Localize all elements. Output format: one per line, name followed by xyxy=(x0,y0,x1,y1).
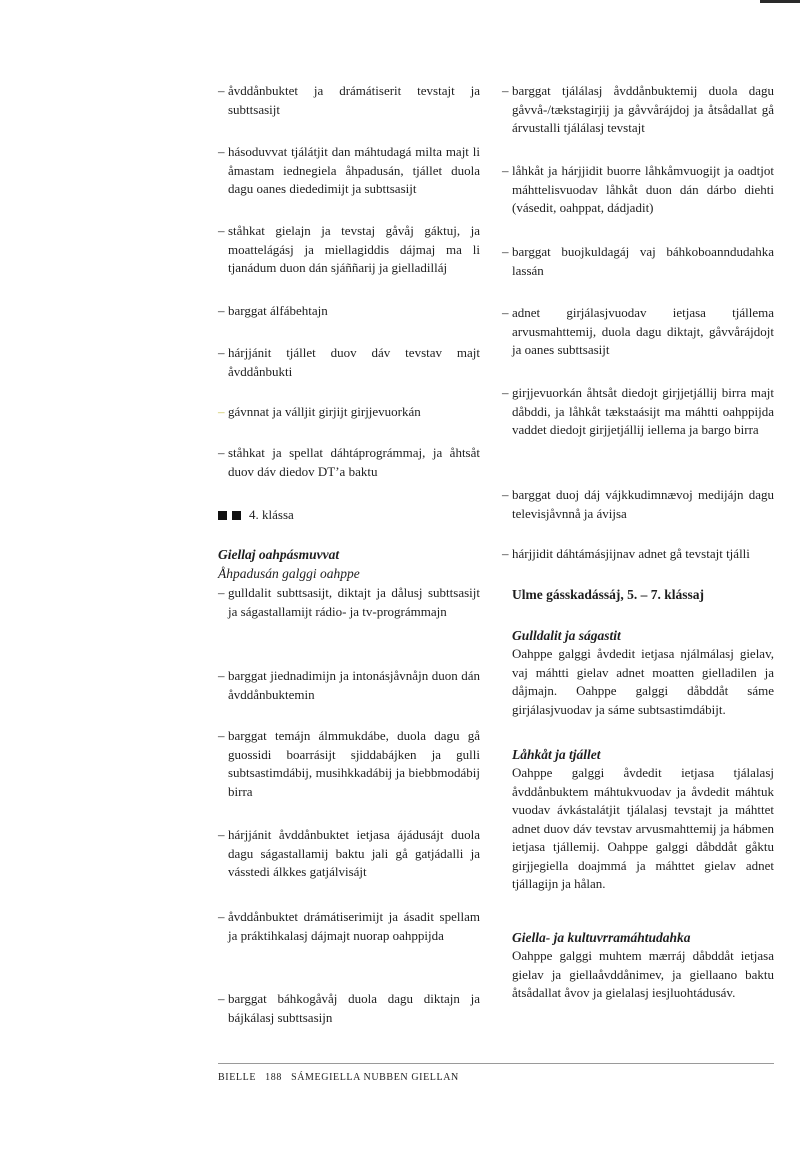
subheading-sub: Åhpadusán galggi oahppe xyxy=(218,566,360,581)
list-item: – barggat buojkuldagáj vaj báhkoboanndudahka lassán xyxy=(502,244,774,278)
section-heading: Ulme gásskadássáj, 5. – 7. klássaj xyxy=(512,587,705,602)
list-item-text: gávnnat ja válljit girjijt girjjevuorkán xyxy=(228,404,421,419)
list-item: – girjjevuorkán åhtsåt diedojt girjjetjállij birra majt dåbddi, ja låhkåt tækstaásijt ma máhtti oahppijda vaddet diedojt girjjetjállij iellema ja bargo birra xyxy=(502,385,774,437)
list-item-text: adnet girjálasjvuodav ietjasa tjállema arvusmahttemij, duola dagu diktajt, gåvvårájdojt ja oanes subttsasijt xyxy=(512,305,774,357)
list-item: – gulldalit subttsasijt, diktajt ja dålusj subttsasijt ja ságastallamijt rádio- ja tv-prográmmajn xyxy=(218,585,480,619)
list-item: – hásoduvvat tjálátjit dan máhtudagá milta majt li åmastam iednegiela åhpadusán, tjállet duola dagu oanes diededimijt ja subttsasijt xyxy=(218,144,480,196)
list-item-text: barggat temájn álmmukdábe, duola dagu gå guossidi boarrásijt sjiddabájken ja gulli subtsastimdábij, musihkkadábij ja biebbmodábij birra xyxy=(228,728,480,799)
section xyxy=(512,746,774,894)
list-item-text: girjjevuorkán åhtsåt diedojt girjjetjállij birra majt dåbddi, ja låhkåt tækstaásijt ma máhtti oahppijda vaddet diedojt girjjetjállij iellema ja bargo birra xyxy=(512,385,774,437)
footer-label: BIELLE xyxy=(218,1072,257,1083)
section xyxy=(512,929,774,1003)
list-item-text: barggat duoj dáj vájkkudimnævoj medijájn dagu televisjåvnnå ja ávijsa xyxy=(512,487,774,521)
list-item-text: barggat báhkogåvåj duola dagu diktajn ja bájkálasj subttsasijn xyxy=(228,991,480,1025)
list-item: – gávnnat ja válljit girjijt girjjevuorkán xyxy=(218,404,421,419)
list-item-text: barggat tjálálasj åvddånbuktemij duola dagu gåvvå-/tækstagirjij ja gåvvårájdoj ja åtsådallat gå árvustalli tjálálasj tevstajt xyxy=(512,83,774,135)
list-item: – barggat tjálálasj åvddånbuktemij duola dagu gåvvå-/tækstagirjij ja gåvvårájdoj ja åtsådallat gå árvustalli tjálálasj tevstajt xyxy=(502,83,774,135)
list-item-text: hásoduvvat tjálátjit dan máhtudagá milta majt li åmastam iednegiela åhpadusán, tjállet duola dagu oanes diededimijt ja subttsasijt xyxy=(228,144,480,196)
list-item-text: låhkåt ja hárjjidit buorre låhkåmvuogijt ja oadtjot máhttelisvuodav låhkåt duon dán dárbo diehti (vásedit, oahppat, dádjadit) xyxy=(512,163,774,215)
footer-rule xyxy=(218,1063,774,1064)
list-item-text: åvddånbuktet ja drámátiserit tevstajt ja subttsasijt xyxy=(228,83,480,117)
list-item: – hárjjidit dáhtámásjijnav adnet gå tevstajt tjálli xyxy=(502,546,750,561)
page-footer xyxy=(218,1071,465,1085)
list-item: – barggat duoj dáj vájkkudimnævoj medijájn dagu televisjåvnnå ja ávijsa xyxy=(502,487,774,521)
list-item-text: gulldalit subttsasijt, diktajt ja dålusj subttsasijt ja ságastallamijt rádio- ja tv-prográmmajn xyxy=(228,585,480,619)
list-item: – barggat báhkogåvåj duola dagu diktajn ja bájkálasj subttsasijn xyxy=(218,991,480,1025)
section-text: Oahppe galggi muhtem mærráj dåbddåt ietjasa gielav ja giellaåvddånimev, ja giellaano baktu åtsådallat åvov ja gielalasj iesjluohtádusáv. xyxy=(512,948,774,1000)
section-title: Gulldalit ja ságastit xyxy=(512,628,621,643)
list-item-text: hárjjánit tjállet duov dáv tevstav majt åvddånbukti xyxy=(228,345,480,379)
list-item-text: hárjjánit åvddånbuktet ietjasa ájádusájt duola dagu ságastallamij baktu jali gå gatjádalli ja vásstedi álkkes gatjálvisájt xyxy=(228,827,480,879)
list-item-text: barggat jiednadimijn ja intonásjåvnåjn duon dán åvddånbuktemin xyxy=(228,668,480,702)
footer-title: SÁMEGIELLA NUBBEN GIELLAN xyxy=(291,1072,459,1083)
subheading: Giellaj oahpásmuvvat xyxy=(218,547,340,562)
page-number: 188 xyxy=(265,1072,282,1083)
list-item: – låhkåt ja hárjjidit buorre låhkåmvuogijt ja oadtjot máhttelisvuodav låhkåt duon dán dárbo diehti (vásedit, oahppat, dádjadit) xyxy=(502,163,774,215)
list-item: – adnet girjálasjvuodav ietjasa tjállema arvusmahttemij, duola dagu diktajt, gåvvårájdojt ja oanes subttsasijt xyxy=(502,305,774,357)
list-item: – ståhkat gielajn ja tevstaj gåvåj gáktuj, ja moattelágásj ja miellagiddis dájmaj ma li tjanádum duon dán sjáññarij ja gielladilláj xyxy=(218,223,480,275)
section-text: Oahppe galggi åvdedit ietjasa tjálalasj åvddånbuktem máhtukvuodav ja åvdedit máhtuk vuodav ávkástalátjit tjálalasj tevstajt ja máhttet adnet duov dáv tevstav arvusmahttemij ja hábmen ietjasa tjállemij. Oahppe galggi dåbddåt gåktu girjjegiella doajmmá ja máhttet gielav adnet tjállagijn ja hålan. xyxy=(512,765,774,891)
square-bullet-icon xyxy=(232,511,241,520)
list-item-text: barggat buojkuldagáj vaj báhkoboanndudahka lassán xyxy=(512,244,774,278)
list-item: – barggat temájn álmmukdábe, duola dagu gå guossidi boarrásijt sjiddabájken ja gulli subtsastimdábij, musihkkadábij ja biebbmodábij birra xyxy=(218,728,480,799)
list-item-text: ståhkat gielajn ja tevstaj gåvåj gáktuj, ja moattelágásj ja miellagiddis dájmaj ma li tjanádum duon dán sjáññarij ja gielladilláj xyxy=(228,223,480,275)
class-heading: 4. klássa xyxy=(218,506,480,524)
list-item: – hárjjánit tjállet duov dáv tevstav majt åvddånbukti xyxy=(218,345,480,379)
section-title: Giella- ja kultuvrramáhtudahka xyxy=(512,930,691,945)
list-item-text: åvddånbuktet drámátiserimijt ja ásadit spellam ja práktihkalasj dájmajt nuorap oahppijda xyxy=(228,909,480,943)
list-item: – åvddånbuktet drámátiserimijt ja ásadit spellam ja práktihkalasj dájmajt nuorap oahppijda xyxy=(218,909,480,943)
section xyxy=(512,627,774,719)
list-item-text: barggat álfábehtajn xyxy=(228,303,328,318)
section-title: Låhkåt ja tjállet xyxy=(512,747,601,762)
list-item: – åvddånbuktet ja drámátiserit tevstajt ja subttsasijt xyxy=(218,83,480,117)
list-item: – hárjjánit åvddånbuktet ietjasa ájádusájt duola dagu ságastallamij baktu jali gå gatjádalli ja vásstedi álkkes gatjálvisájt xyxy=(218,827,480,879)
square-bullet-icon xyxy=(218,511,227,520)
list-item: – barggat jiednadimijn ja intonásjåvnåjn duon dán åvddånbuktemin xyxy=(218,668,480,702)
corner-mark xyxy=(760,0,800,3)
list-item: – barggat álfábehtajn xyxy=(218,303,328,318)
list-item-text: hárjjidit dáhtámásjijnav adnet gå tevstajt tjálli xyxy=(512,546,750,561)
list-item-text: ståhkat ja spellat dáhtáprográmmaj, ja åhtsåt duov dáv diedov DT’a baktu xyxy=(228,445,480,479)
section-text: Oahppe galggi åvdedit ietjasa njálmálasj gielav, vaj máhtti gielav adnet moatten gielladilen ja dåjmajn. Oahppe galggi dåbddåt sáme girjálasjvuodav ja sáme subtsastimdábijt. xyxy=(512,646,774,717)
list-item: – ståhkat ja spellat dáhtáprográmmaj, ja åhtsåt duov dáv diedov DT’a baktu xyxy=(218,445,480,479)
